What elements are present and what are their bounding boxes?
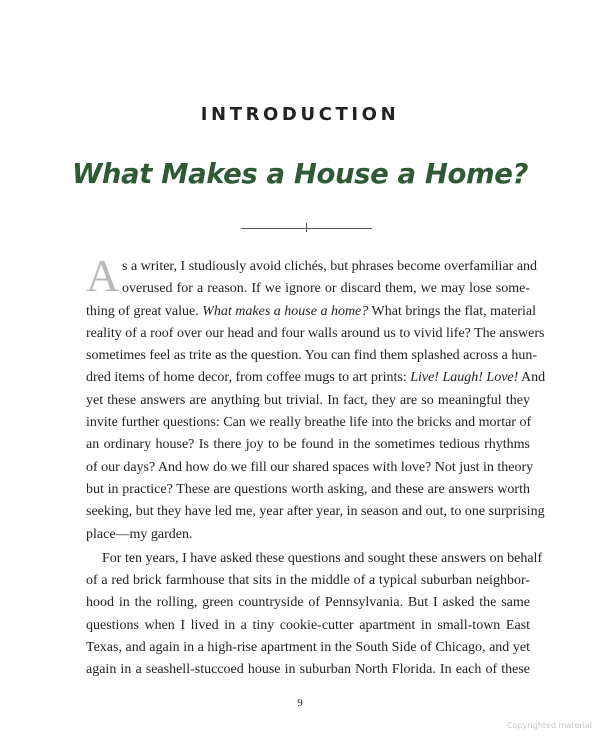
text-line bbox=[86, 367, 546, 389]
text-line: place—my garden. bbox=[86, 526, 193, 542]
text-line: questions when I lived in a tiny cookie-cutter apartment in small-town East bbox=[86, 617, 530, 633]
text-segment: thing of great value. bbox=[86, 303, 203, 319]
body-text bbox=[86, 250, 546, 682]
paragraph bbox=[86, 548, 543, 682]
text-line: yet these answers are anything but trivial. In fact, they are so meaningful they bbox=[86, 392, 530, 408]
text-line: of a red brick farmhouse that sits in the middle of a typical suburban neighbor- bbox=[86, 573, 530, 589]
text-line bbox=[86, 301, 536, 323]
text-line: Texas, and again in a high-rise apartment in the South Side of Chicago, and yet bbox=[86, 640, 530, 656]
text-line: s a writer, I studiously avoid clichés, but phrases become overfamiliar and bbox=[122, 259, 538, 274]
paragraph bbox=[86, 250, 546, 546]
chapter-kicker: INTRODUCTION bbox=[200, 104, 400, 125]
text-segment: dred items of home decor, from coffee mugs to art prints: bbox=[86, 370, 411, 386]
text-line: overused for a reason. If we ignore or discard them, we may lose some- bbox=[122, 281, 530, 297]
text-line: reality of a roof over our head and four walls around us to vivid life? The answers bbox=[86, 325, 545, 341]
text-segment: What brings the flat, material bbox=[368, 303, 536, 319]
text-line: again in a seashell-stuccoed house in suburban North Florida. In each of these bbox=[86, 662, 530, 678]
text-line: seeking, but they have led me, year after year, in season and out, to one surprising bbox=[86, 504, 545, 520]
copyright-watermark: Copyrighted material bbox=[506, 721, 592, 730]
divider-tick bbox=[306, 223, 307, 232]
text-line: sometimes feel as trite as the question. You can find them splashed across a hun- bbox=[86, 348, 538, 364]
text-line: For ten years, I have asked these questions and sought these answers on behalf bbox=[102, 550, 543, 566]
text-line: but in practice? These are questions worth asking, and these are answers worth bbox=[86, 481, 530, 497]
text-line: an ordinary house? Is there joy to be found in the sometimes tedious rhythms bbox=[86, 437, 530, 453]
text-line: invite further questions: Can we really breathe life into the bricks and mortar of bbox=[86, 415, 532, 431]
page-number: 9 bbox=[297, 697, 303, 709]
italic-question: What makes a house a home? bbox=[202, 303, 369, 319]
text-segment: And bbox=[518, 370, 546, 386]
text-line: of our days? And how do we fill our shared spaces with love? Not just in theory bbox=[86, 459, 534, 475]
chapter-title: What Makes a House a Home? bbox=[71, 158, 529, 190]
text-line: hood in the rolling, green countryside of Pennsylvania. But I asked the same bbox=[86, 595, 530, 611]
italic-slogan: Live! Laugh! Love! bbox=[410, 370, 519, 386]
drop-cap: A bbox=[86, 250, 120, 301]
